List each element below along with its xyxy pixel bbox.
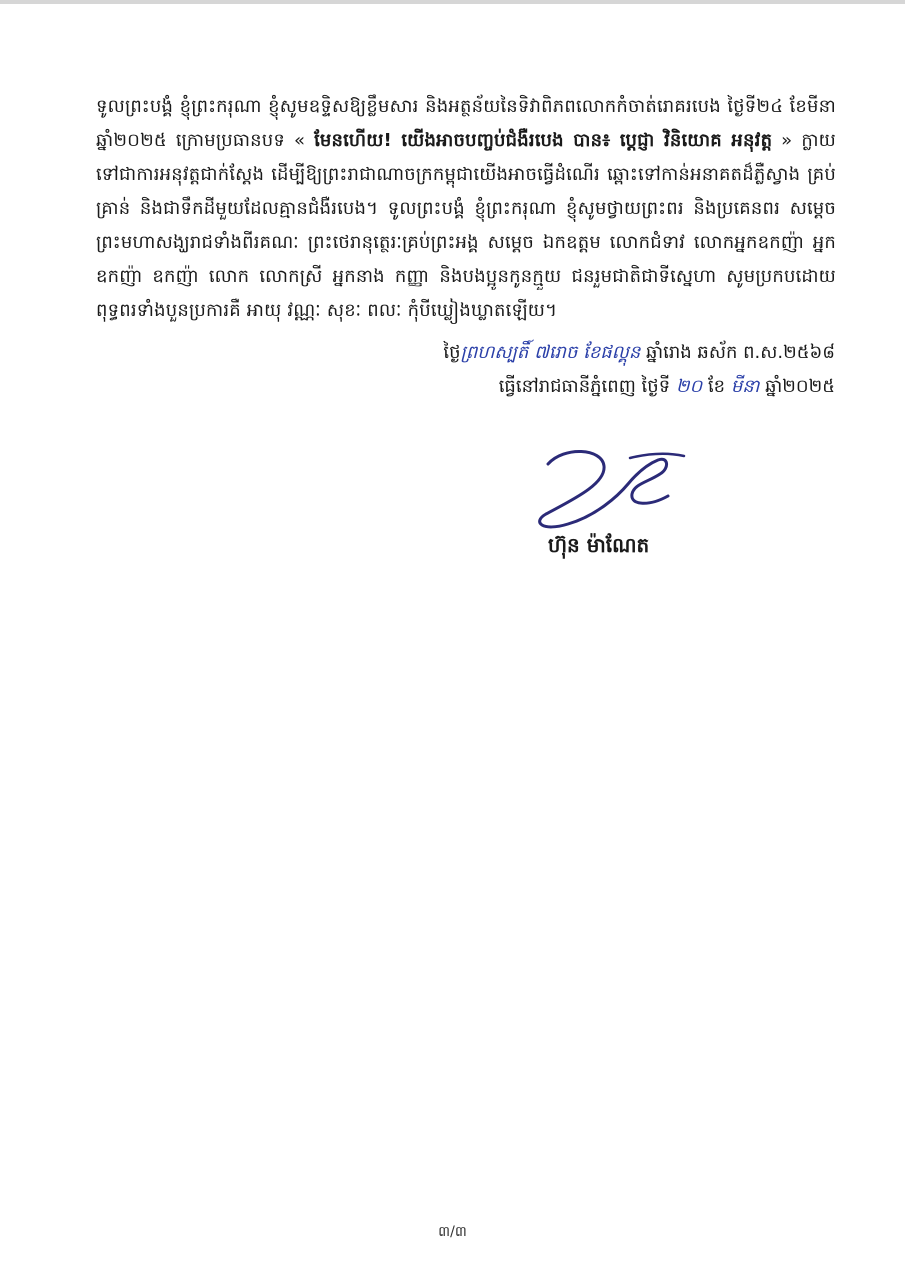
lunar-date-handwritten: ព្រហស្បតិ៍ ៧រោច ខែផល្គុន xyxy=(460,342,641,363)
signature-accent-stroke xyxy=(630,454,684,458)
signer-name: ហ៊ុន ម៉ាណែត xyxy=(548,533,650,557)
solar-date-line xyxy=(315,370,835,404)
paragraph-title: មែនហើយ! យើងអាចបញ្ចប់ជំងឺរបេង បាន៖ ប្ដេជ្ញា វិនិយោគ អនុវត្ត xyxy=(314,130,773,151)
page-number: ៣/៣ xyxy=(438,1224,467,1240)
paragraph-body: » ក្លាយទៅជាការអនុវត្តជាក់ស្តែង ដើម្បីឱ្យព្រះរាជាណាចក្រកម្ពុជាយើងអាចធ្វើដំណើរ ឆ្ពោះទៅកាន់អនាគតដ៏ភ្លឺស្វាង គ្រប់គ្រាន់ និងជាទឹកដីមួយដែលគ្មានជំងឺរបេង។ ទូលព្រះបង្គំ ខ្ញុំព្រះករុណា ខ្ញុំសូមថ្វាយព្រះពរ និងប្រគេនពរ សម្ដេចព្រះមហាសង្ឃរាជទាំងពីរគណៈ ព្រះថេរានុត្ថេរៈគ្រប់ព្រះអង្គ សម្តេច ឯកឧត្តម លោកជំទាវ លោកអ្នកឧកញ៉ា អ្នកឧកញ៉ា ឧកញ៉ា លោក លោកស្រី អ្នកនាង កញ្ញា និងបងប្អូនកូនក្មួយ ជនរួមជាតិជាទីស្នេហា សូមប្រកបដោយពុទ្ធពរទាំងបួនប្រការគឺ អាយុ វណ្ណៈ សុខៈ ពលៈ កុំបីឃ្លៀងឃ្លាតឡើយ។ xyxy=(96,130,836,321)
lunar-date-suffix: ឆ្នាំរោង ឆស័ក ព.ស.២៥៦៨ xyxy=(640,342,835,363)
solar-date-prefix: ធ្វើនៅរាជធានីភ្នំពេញ ថ្ងៃទី xyxy=(498,376,676,397)
solar-date-day: ២០ xyxy=(675,376,703,397)
date-block xyxy=(315,336,835,404)
solar-date-month-label: ខែ xyxy=(702,376,731,397)
solar-date-month: មីនា xyxy=(730,376,760,397)
lunar-date-line xyxy=(315,336,835,370)
signature-stroke xyxy=(540,451,668,526)
lunar-date-prefix: ថ្ងៃ xyxy=(443,342,461,363)
paragraph-intro: ទូលព្រះបង្គំ ខ្ញុំព្រះករុណា ខ្ញុំសូមឧទ្ទិសឱ្យខ្លឹមសារ និងអត្ថន័យនៃទិវាពិភពលោកកំចាត់រោគរបេង ថ្ងៃទី២៤ ខែមីនា ឆ្នាំ២០២៥ ក្រោមប្រធានបទ « xyxy=(96,96,836,151)
top-border xyxy=(0,0,905,4)
solar-date-year: ឆ្នាំ២០២៥ xyxy=(759,376,835,397)
letter-paragraph xyxy=(96,90,836,328)
signature xyxy=(520,440,700,535)
signature-drawing xyxy=(520,440,700,535)
